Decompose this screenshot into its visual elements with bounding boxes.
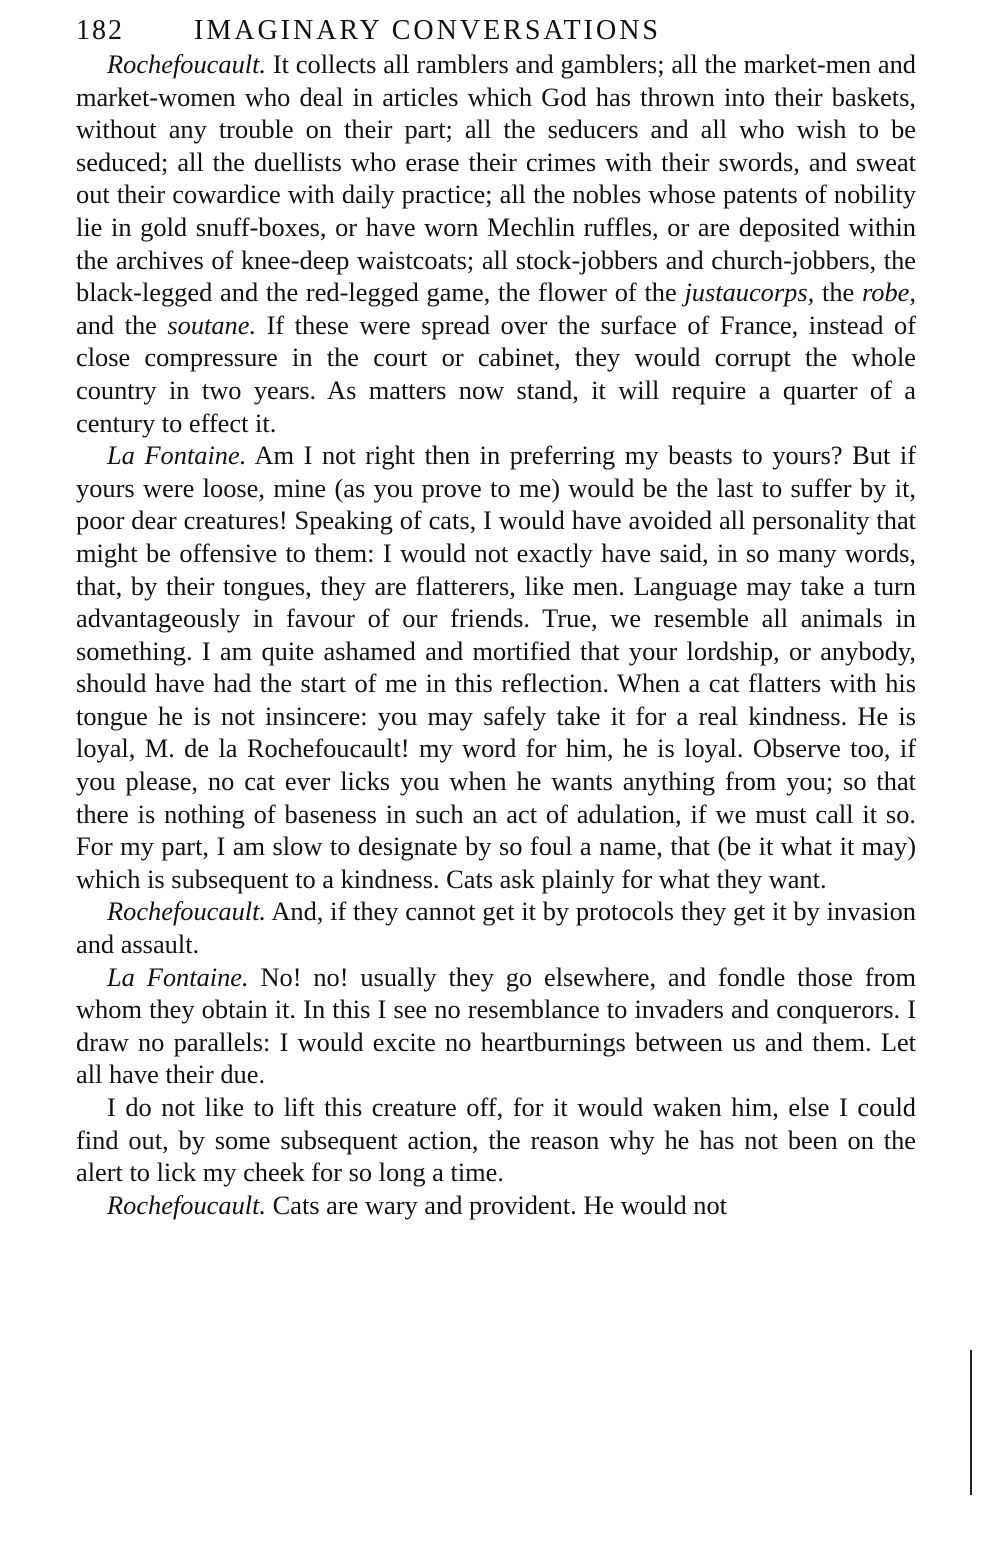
page-number: 182: [76, 15, 124, 46]
paragraph-text: the: [814, 277, 862, 308]
paragraph-text: If these were spread over the surface of France, instead of close compressure in the court or cabinet, they would corrupt the whole country in two years. As matters now stand, it will require a quarter of a century to effect it.: [76, 309, 916, 438]
speaker-name: La Fontaine.: [107, 440, 247, 471]
speaker-name: Rochefoucault.: [107, 1189, 267, 1220]
paragraph-la-fontaine-2: [76, 961, 916, 1091]
running-title: IMAGINARY CONVERSATIONS: [194, 15, 661, 46]
body-text: [76, 48, 916, 1221]
speaker-name: La Fontaine.: [107, 961, 249, 992]
paragraph-la-fontaine-1: [76, 439, 916, 895]
paragraph-text: It collects all ramblers and gamblers; all the market-men and market-women who deal in articles which God has thrown into their baskets, without any trouble on their part; all the seducers and all who wish to be seduced; all the duellists who erase their crimes with their swords, and sweat out their cowardice with daily practice; all the nobles whose patents of nobility lie in gold snuff-boxes, or have worn Mechlin ruffles, or are deposited within the archives of knee-deep waistcoats; all stock-jobbers and church-jobbers, the black-legged and the red-legged game, the flower of the: [76, 49, 916, 308]
paragraph-text: and the: [76, 309, 168, 340]
paragraph-rochefoucault-3: [76, 1189, 916, 1222]
italic-term-soutane: soutane.: [167, 309, 257, 340]
book-page: [76, 14, 916, 1221]
paragraph-la-fontaine-3: [76, 1091, 916, 1189]
paragraph-text: Am I not right then in preferring my beasts to yours? But if yours were loose, mine (as you prove to me) would be the last to suffer by it, poor dear creatures! Speaking of cats, I would have avoided all personality that might be offensive to them: I would not exactly have said, in so many words, that, by their tongues, they are flatterers, like men. Language may take a turn advantageously in favour of our friends. True, we resemble all animals in something. I am quite ashamed and mortified that your lordship, or anybody, should have had the start of me in this reflection. When a cat flatters with his tongue he is not insincere: you may safely take it for a real kindness. He is loyal, M. de la Rochefoucault! my word for him, he is loyal. Observe too, if you please, no cat ever licks you when he wants anything from you; so that there is nothing of baseness in such an act of adulation, if we must call it so. For my part, I am slow to designate by so foul a name, that (be it what it may) which is subsequent to a kindness. Cats ask plainly for what they want.: [76, 440, 916, 894]
paragraph-text: Cats are wary and provident. He would not: [266, 1189, 728, 1220]
paragraph-text: And, if they cannot get it by protocols they get it by invasion and assault.: [76, 896, 916, 960]
paragraph-text: I do not like to lift this creature off, for it would waken him, else I could find out, by some subsequent action, the reason why he has not been on the alert to lick my cheek for so long a time.: [76, 1092, 916, 1188]
paragraph-text: No! no! usually they go elsewhere, and fondle those from whom they obtain it. In this I see no resemblance to invaders and conquerors. I draw no parallels: I would excite no heartburnings between us and them. Let all have their due.: [76, 961, 916, 1090]
margin-scan-line: [970, 1350, 972, 1495]
speaker-name: Rochefoucault.: [107, 49, 267, 79]
paragraph-rochefoucault-1: [76, 48, 916, 439]
italic-term-robe: robe,: [862, 277, 916, 308]
paragraph-rochefoucault-2: [76, 895, 916, 960]
speaker-name: Rochefoucault.: [107, 896, 267, 927]
italic-term-justaucorps: justaucorps,: [684, 277, 815, 308]
running-header: [76, 14, 916, 48]
